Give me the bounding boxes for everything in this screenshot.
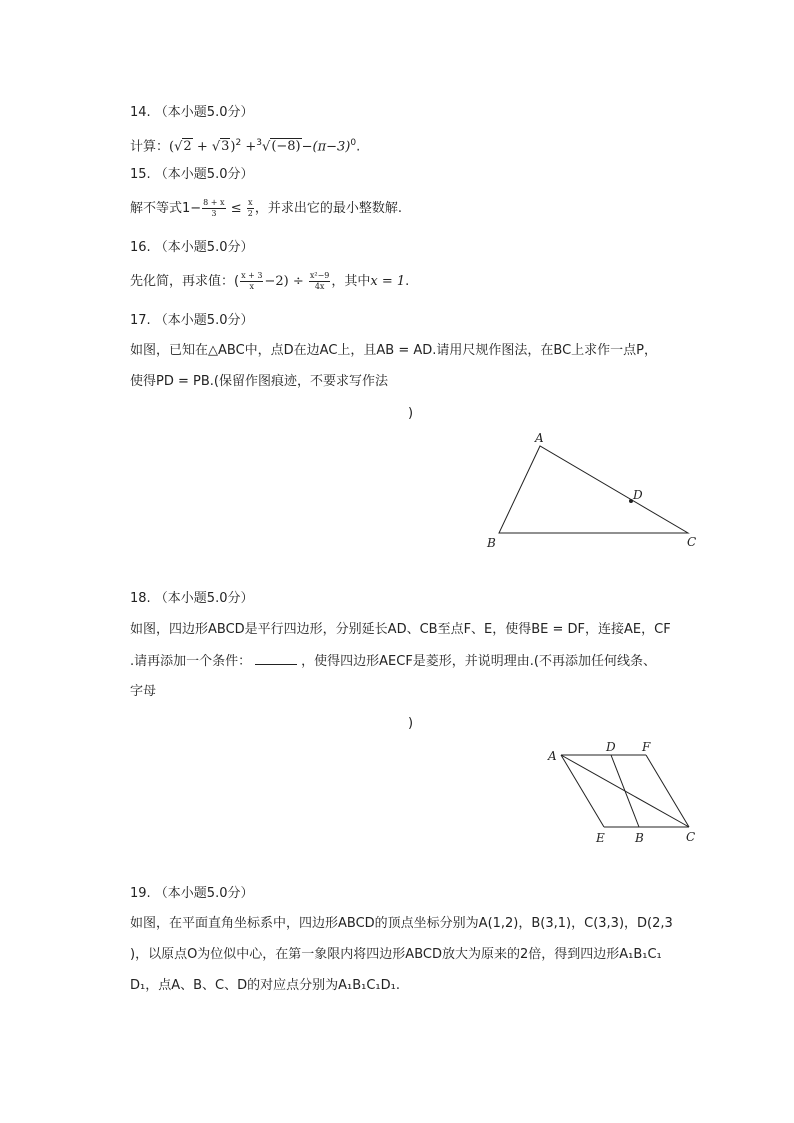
q17-triangle-figure <box>480 425 710 555</box>
q16-body: 先化简，再求值：( $\frac{x + 3}{x}$ −2) ÷ $\frac{\text{x²−9}}{4x}$ ，其中x = 1. <box>130 271 410 291</box>
q19-line-3: D₁，点A、B、C、D的对应点分别为A₁B₁C₁D₁. <box>130 978 400 993</box>
q19-line-1: 如图，在平面直角坐标系中，四边形ABCD的顶点坐标分别为A(1,2)，B(3,1)，C(3,3)，D(2,3 <box>130 916 673 931</box>
label-f: F <box>642 740 651 754</box>
q16-fraction-2: $\frac{\text{x²−9}}{4x}$ <box>309 271 330 291</box>
label-c: C <box>687 535 697 549</box>
q16-header: 16. （本小题5.0分） <box>130 240 254 255</box>
q18-line-3: 字母 <box>130 684 157 699</box>
q19-header: 19. （本小题5.0分） <box>130 886 254 901</box>
q17-close-paren: ) <box>408 406 414 421</box>
q14-header: 14. （本小题5.0分） <box>130 105 254 120</box>
q15-body: 解不等式1− $\frac{8 + x}{3}$ ≤ $\frac{x}{2}$ ，并求出它的最小整数解. <box>130 198 402 218</box>
label-a: A <box>535 431 544 445</box>
q18-line-2: .请再添加一个条件： ，使得四边形AECF是菱形，并说明理由.(不再添加任何线条、 <box>130 654 657 669</box>
q17-header: 17. （本小题5.0分） <box>130 313 254 328</box>
q16-fraction-1: $\frac{x + 3}{x}$ <box>241 271 263 291</box>
q19-line-2: )，以原点O为位似中心，在第一象限内将四边形ABCD放大为原来的2倍，得到四边形A₁B₁C₁ <box>130 947 662 962</box>
label-b: B <box>487 536 496 550</box>
q18-header: 18. （本小题5.0分） <box>130 591 254 606</box>
q18-parallelogram-figure <box>540 735 710 850</box>
label-c: C <box>686 830 696 844</box>
q17-line-1: 如图，已知在△ABC中，点D在边AC上，且AB = AD.请用尺规作图法，在BC上求作一点P， <box>130 343 658 358</box>
q18-line-1: 如图，四边形ABCD是平行四边形，分别延长AD、CB至点F、E，使得BE = DF，连接AE，CF <box>130 622 671 637</box>
q17-line-2: 使得PD = PB.(保留作图痕迹，不要求写作法 <box>130 374 388 389</box>
label-e: E <box>596 831 605 845</box>
label-d: D <box>606 740 616 754</box>
label-d: D <box>633 488 643 502</box>
q15-fraction-1: $\frac{8 + x}{3}$ <box>203 198 225 218</box>
q15-fraction-2: $\frac{x}{2}$ <box>247 198 253 218</box>
q15-header: 15. （本小题5.0分） <box>130 167 254 182</box>
label-b: B <box>635 831 644 845</box>
label-a: A <box>548 749 557 763</box>
q18-close-paren: ) <box>408 716 414 731</box>
q14-body: 计算：$(√2 + √3)^2 +^3√(-8)-(\pi-3)^0$. <box>130 138 361 155</box>
answer-blank <box>255 652 297 665</box>
